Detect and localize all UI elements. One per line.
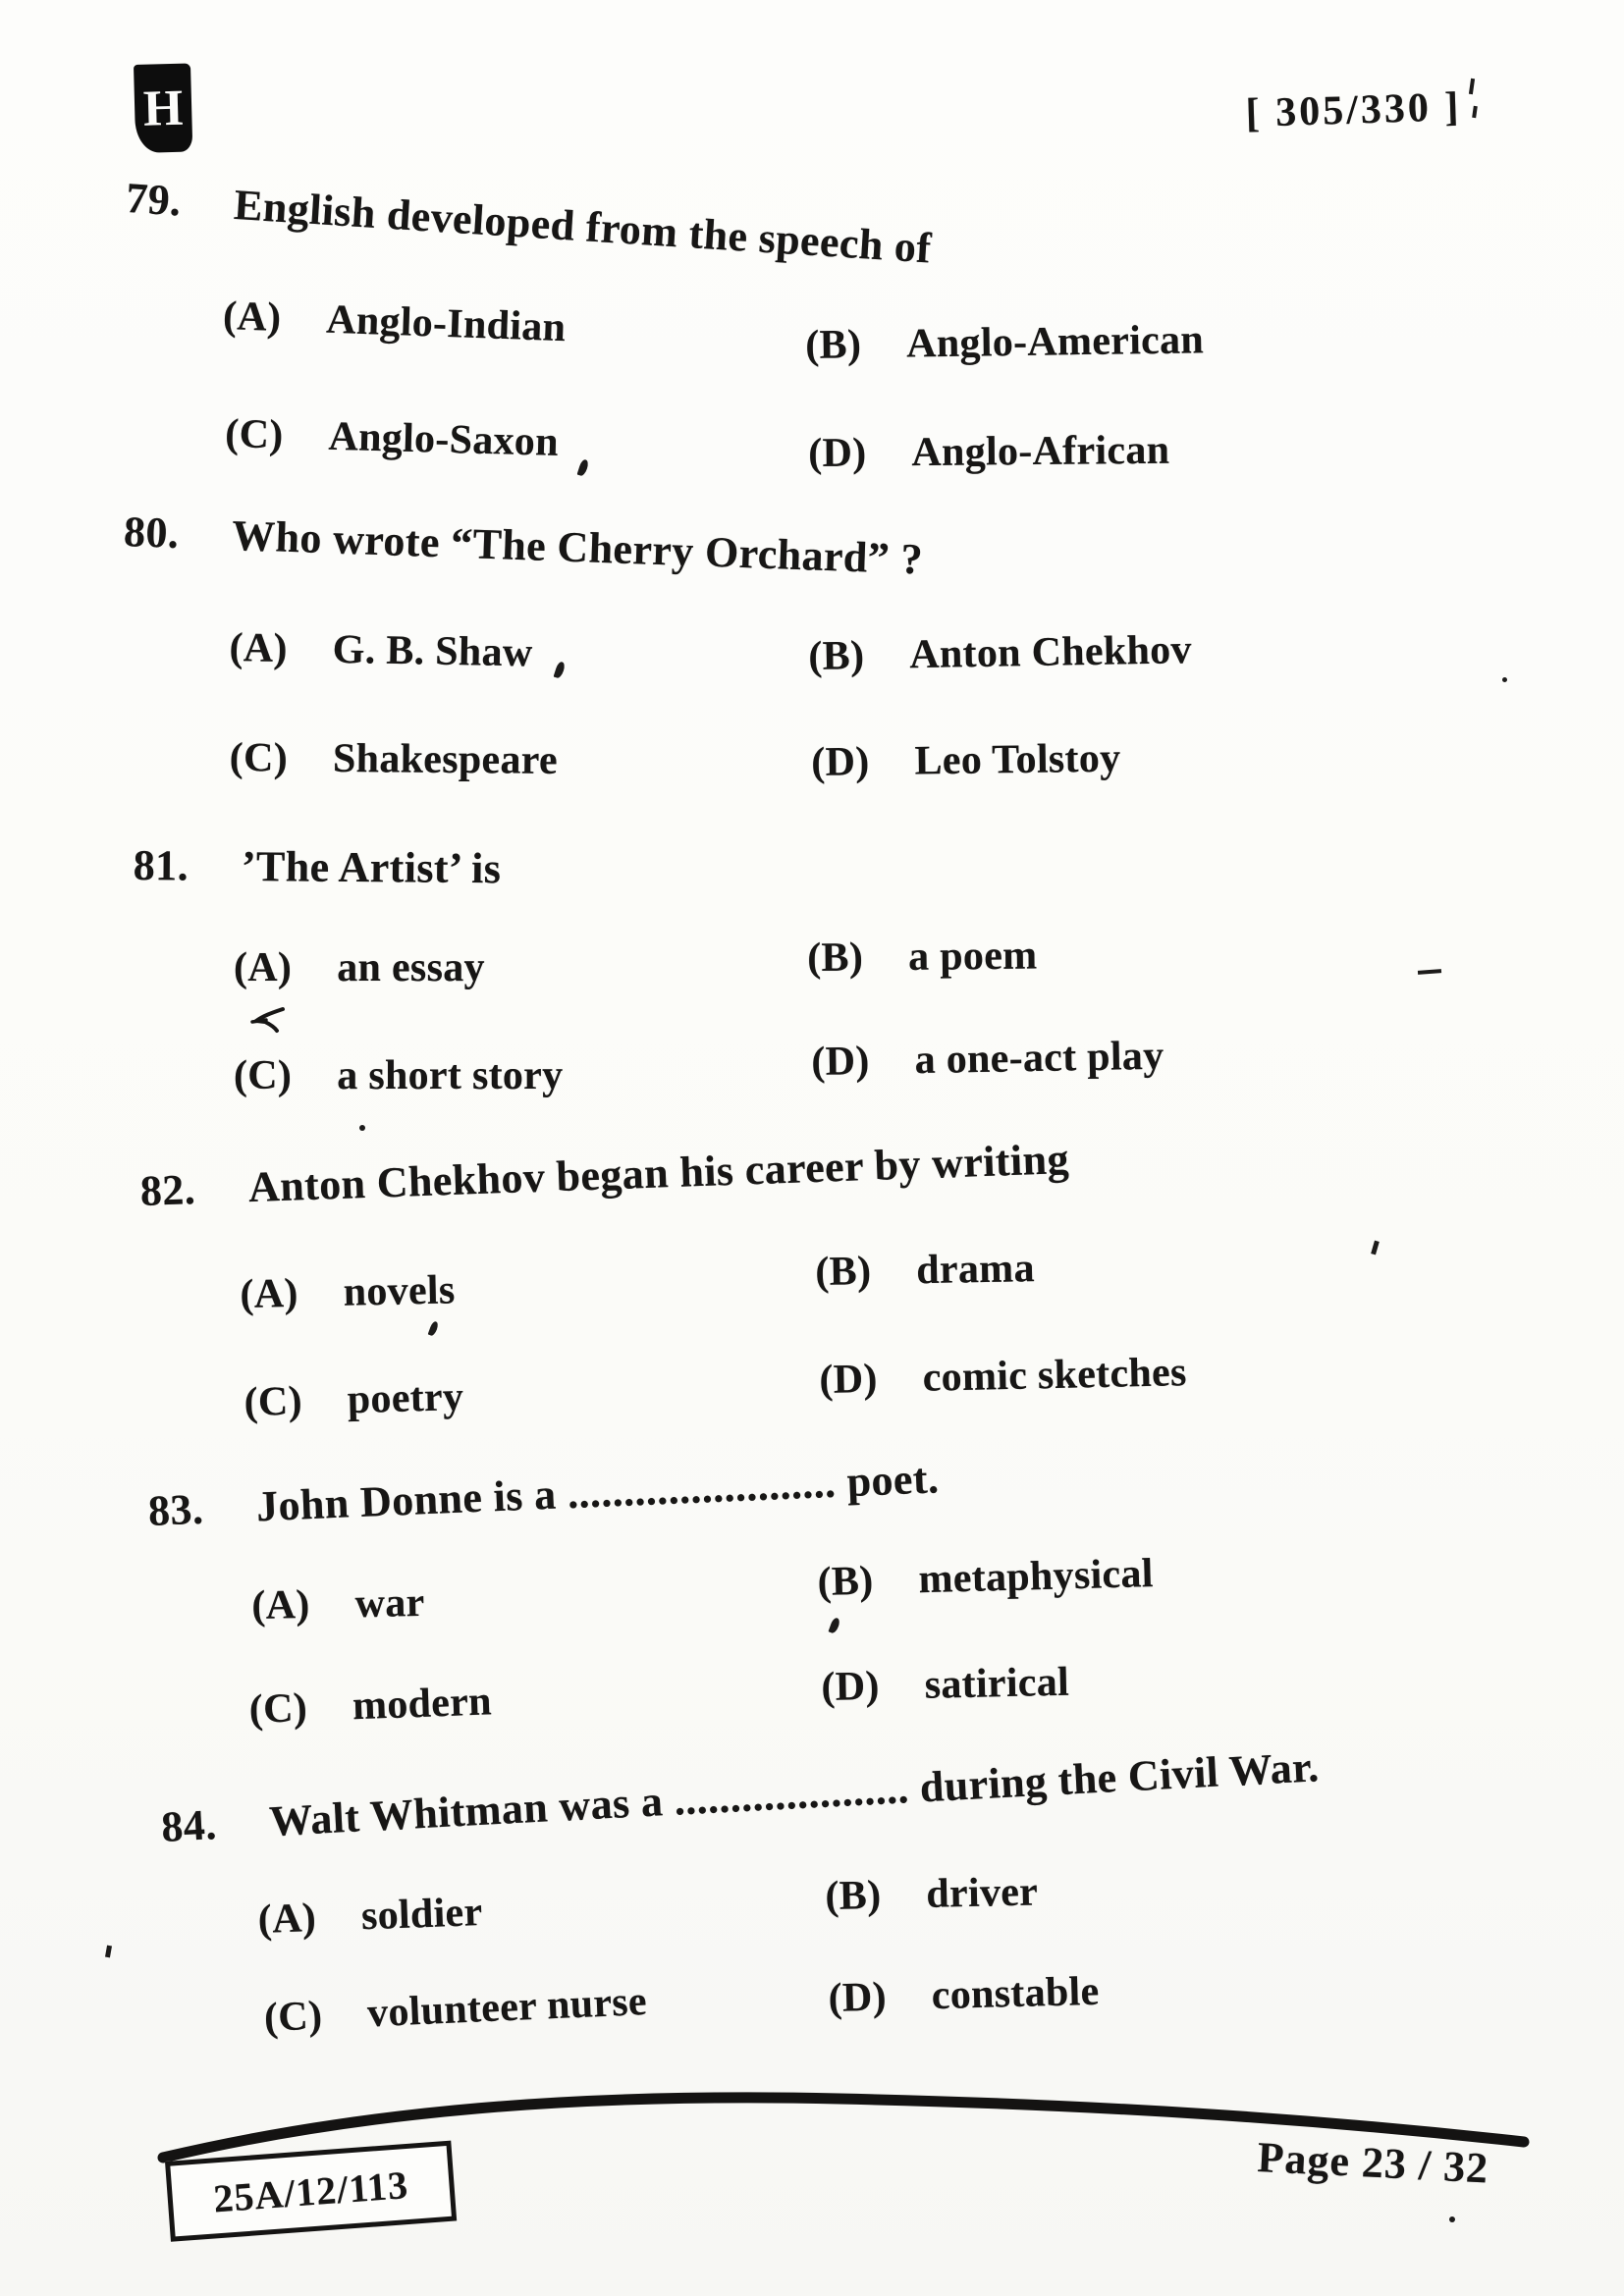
option-81-b <box>807 933 1038 982</box>
question-line <box>125 173 933 273</box>
scan-speck <box>1469 79 1475 94</box>
paper-code: [ 305/330 ] <box>1245 84 1463 136</box>
scan-speck <box>359 1125 365 1131</box>
option-82-c <box>244 1373 464 1426</box>
ink-comma <box>829 1617 841 1634</box>
option-label: (B) <box>817 1558 875 1605</box>
option-label: (D) <box>808 430 867 476</box>
option-81-d <box>811 1033 1164 1086</box>
option-81-a <box>234 944 485 991</box>
option-label: (B) <box>808 633 865 679</box>
option-label: (D) <box>821 1663 881 1710</box>
option-label: (B) <box>825 1872 882 1919</box>
question-line <box>147 1453 940 1536</box>
option-text: poetry <box>347 1374 464 1423</box>
option-text: driver <box>925 1869 1039 1917</box>
option-83-a <box>251 1579 425 1629</box>
option-80-a <box>229 624 533 676</box>
option-label: (D) <box>811 1038 871 1085</box>
option-label: (C) <box>234 1053 293 1098</box>
option-82-a <box>240 1266 456 1318</box>
option-text: volunteer nurse <box>366 1978 648 2037</box>
option-79-b <box>805 316 1204 369</box>
question-number: 82. <box>139 1165 196 1215</box>
option-text: Anton Chekhov <box>908 627 1193 678</box>
question-number: 84. <box>160 1800 218 1851</box>
question-text: Who wrote “The Cherry Orchard” ? <box>231 510 924 584</box>
option-label: (B) <box>807 934 864 981</box>
option-83-b <box>817 1550 1154 1606</box>
question-line <box>134 840 502 893</box>
scan-speck <box>1502 677 1507 682</box>
ink-comma <box>428 1320 440 1336</box>
option-label: (B) <box>805 322 862 368</box>
option-label: (D) <box>819 1356 879 1403</box>
question-text: Anton Chekhov began his career by writing <box>247 1134 1070 1212</box>
scan-speck <box>1472 106 1478 118</box>
option-label: (C) <box>248 1684 308 1733</box>
question-line <box>160 1741 1321 1852</box>
option-label: (C) <box>263 1993 324 2041</box>
question-text: English developed from the speech of <box>232 180 934 273</box>
option-text: a short story <box>337 1053 564 1098</box>
option-label: (A) <box>234 945 293 990</box>
question-text: Walt Whitman was a ..................... during the Civil War. <box>268 1742 1321 1846</box>
option-text: novels <box>343 1267 456 1315</box>
option-text: satirical <box>924 1659 1070 1708</box>
question-text: John Donne is a ........................ poet. <box>255 1454 941 1531</box>
option-text: a one-act play <box>914 1033 1164 1084</box>
ink-comma <box>554 661 567 679</box>
option-label: (C) <box>224 410 285 458</box>
option-84-a <box>257 1889 483 1944</box>
option-text: comic sketches <box>922 1350 1188 1401</box>
option-84-d <box>828 1968 1100 2022</box>
question-number: 79. <box>124 173 184 226</box>
option-84-b <box>825 1868 1039 1920</box>
question-number: 80. <box>123 507 181 558</box>
option-text: Anglo-American <box>905 317 1205 367</box>
option-label: (D) <box>828 1974 888 2021</box>
scan-speck <box>1449 2216 1455 2222</box>
option-83-c <box>248 1678 493 1734</box>
series-letter: H <box>142 80 185 137</box>
option-text: Anglo-Indian <box>325 296 568 351</box>
ink-comma <box>577 458 590 477</box>
option-80-b <box>808 626 1192 680</box>
option-80-c <box>230 734 559 784</box>
option-label: (B) <box>815 1249 872 1295</box>
option-79-d <box>808 427 1169 477</box>
option-80-d <box>811 735 1121 786</box>
ink-mark-icon <box>249 1003 289 1037</box>
question-line <box>123 507 924 584</box>
option-79-a <box>222 293 567 351</box>
option-label: (A) <box>251 1581 311 1629</box>
option-text: modern <box>352 1679 493 1730</box>
option-label: (A) <box>257 1895 317 1943</box>
option-83-d <box>821 1659 1069 1711</box>
option-text: drama <box>915 1246 1036 1294</box>
option-label: (A) <box>240 1270 299 1317</box>
option-label: (A) <box>229 624 289 672</box>
option-label: (A) <box>222 293 283 342</box>
option-label: (C) <box>229 734 289 781</box>
question-line <box>139 1134 1070 1216</box>
option-text: Leo Tolstoy <box>914 735 1121 784</box>
question-text: ’The Artist’ is <box>241 841 502 893</box>
option-text: war <box>354 1579 425 1628</box>
option-text: metaphysical <box>917 1551 1155 1603</box>
scan-speck <box>105 1946 112 1958</box>
series-letter-badge <box>134 63 192 152</box>
option-82-d <box>819 1349 1187 1404</box>
option-text: soldier <box>360 1890 484 1940</box>
option-82-b <box>815 1245 1035 1296</box>
option-text: Shakespeare <box>332 735 559 783</box>
question-number: 81. <box>133 840 189 890</box>
page-number: Page 23 / 32 <box>1256 2132 1490 2193</box>
question-number: 83. <box>147 1484 205 1535</box>
booklet-code: 25A/12/113 <box>211 2162 410 2220</box>
option-84-c <box>263 1978 648 2042</box>
option-text: constable <box>931 1968 1101 2019</box>
option-text: an essay <box>337 945 485 990</box>
option-text: G. B. Shaw <box>332 626 533 676</box>
option-text: Anglo-Saxon <box>327 413 560 465</box>
option-text: a poem <box>907 933 1038 980</box>
scan-speck <box>1371 1241 1380 1255</box>
option-label: (D) <box>811 739 870 785</box>
scan-speck <box>1418 969 1441 975</box>
option-text: Anglo-African <box>911 427 1170 476</box>
option-label: (C) <box>244 1378 303 1425</box>
option-79-c <box>225 410 560 466</box>
option-81-c <box>234 1052 563 1099</box>
